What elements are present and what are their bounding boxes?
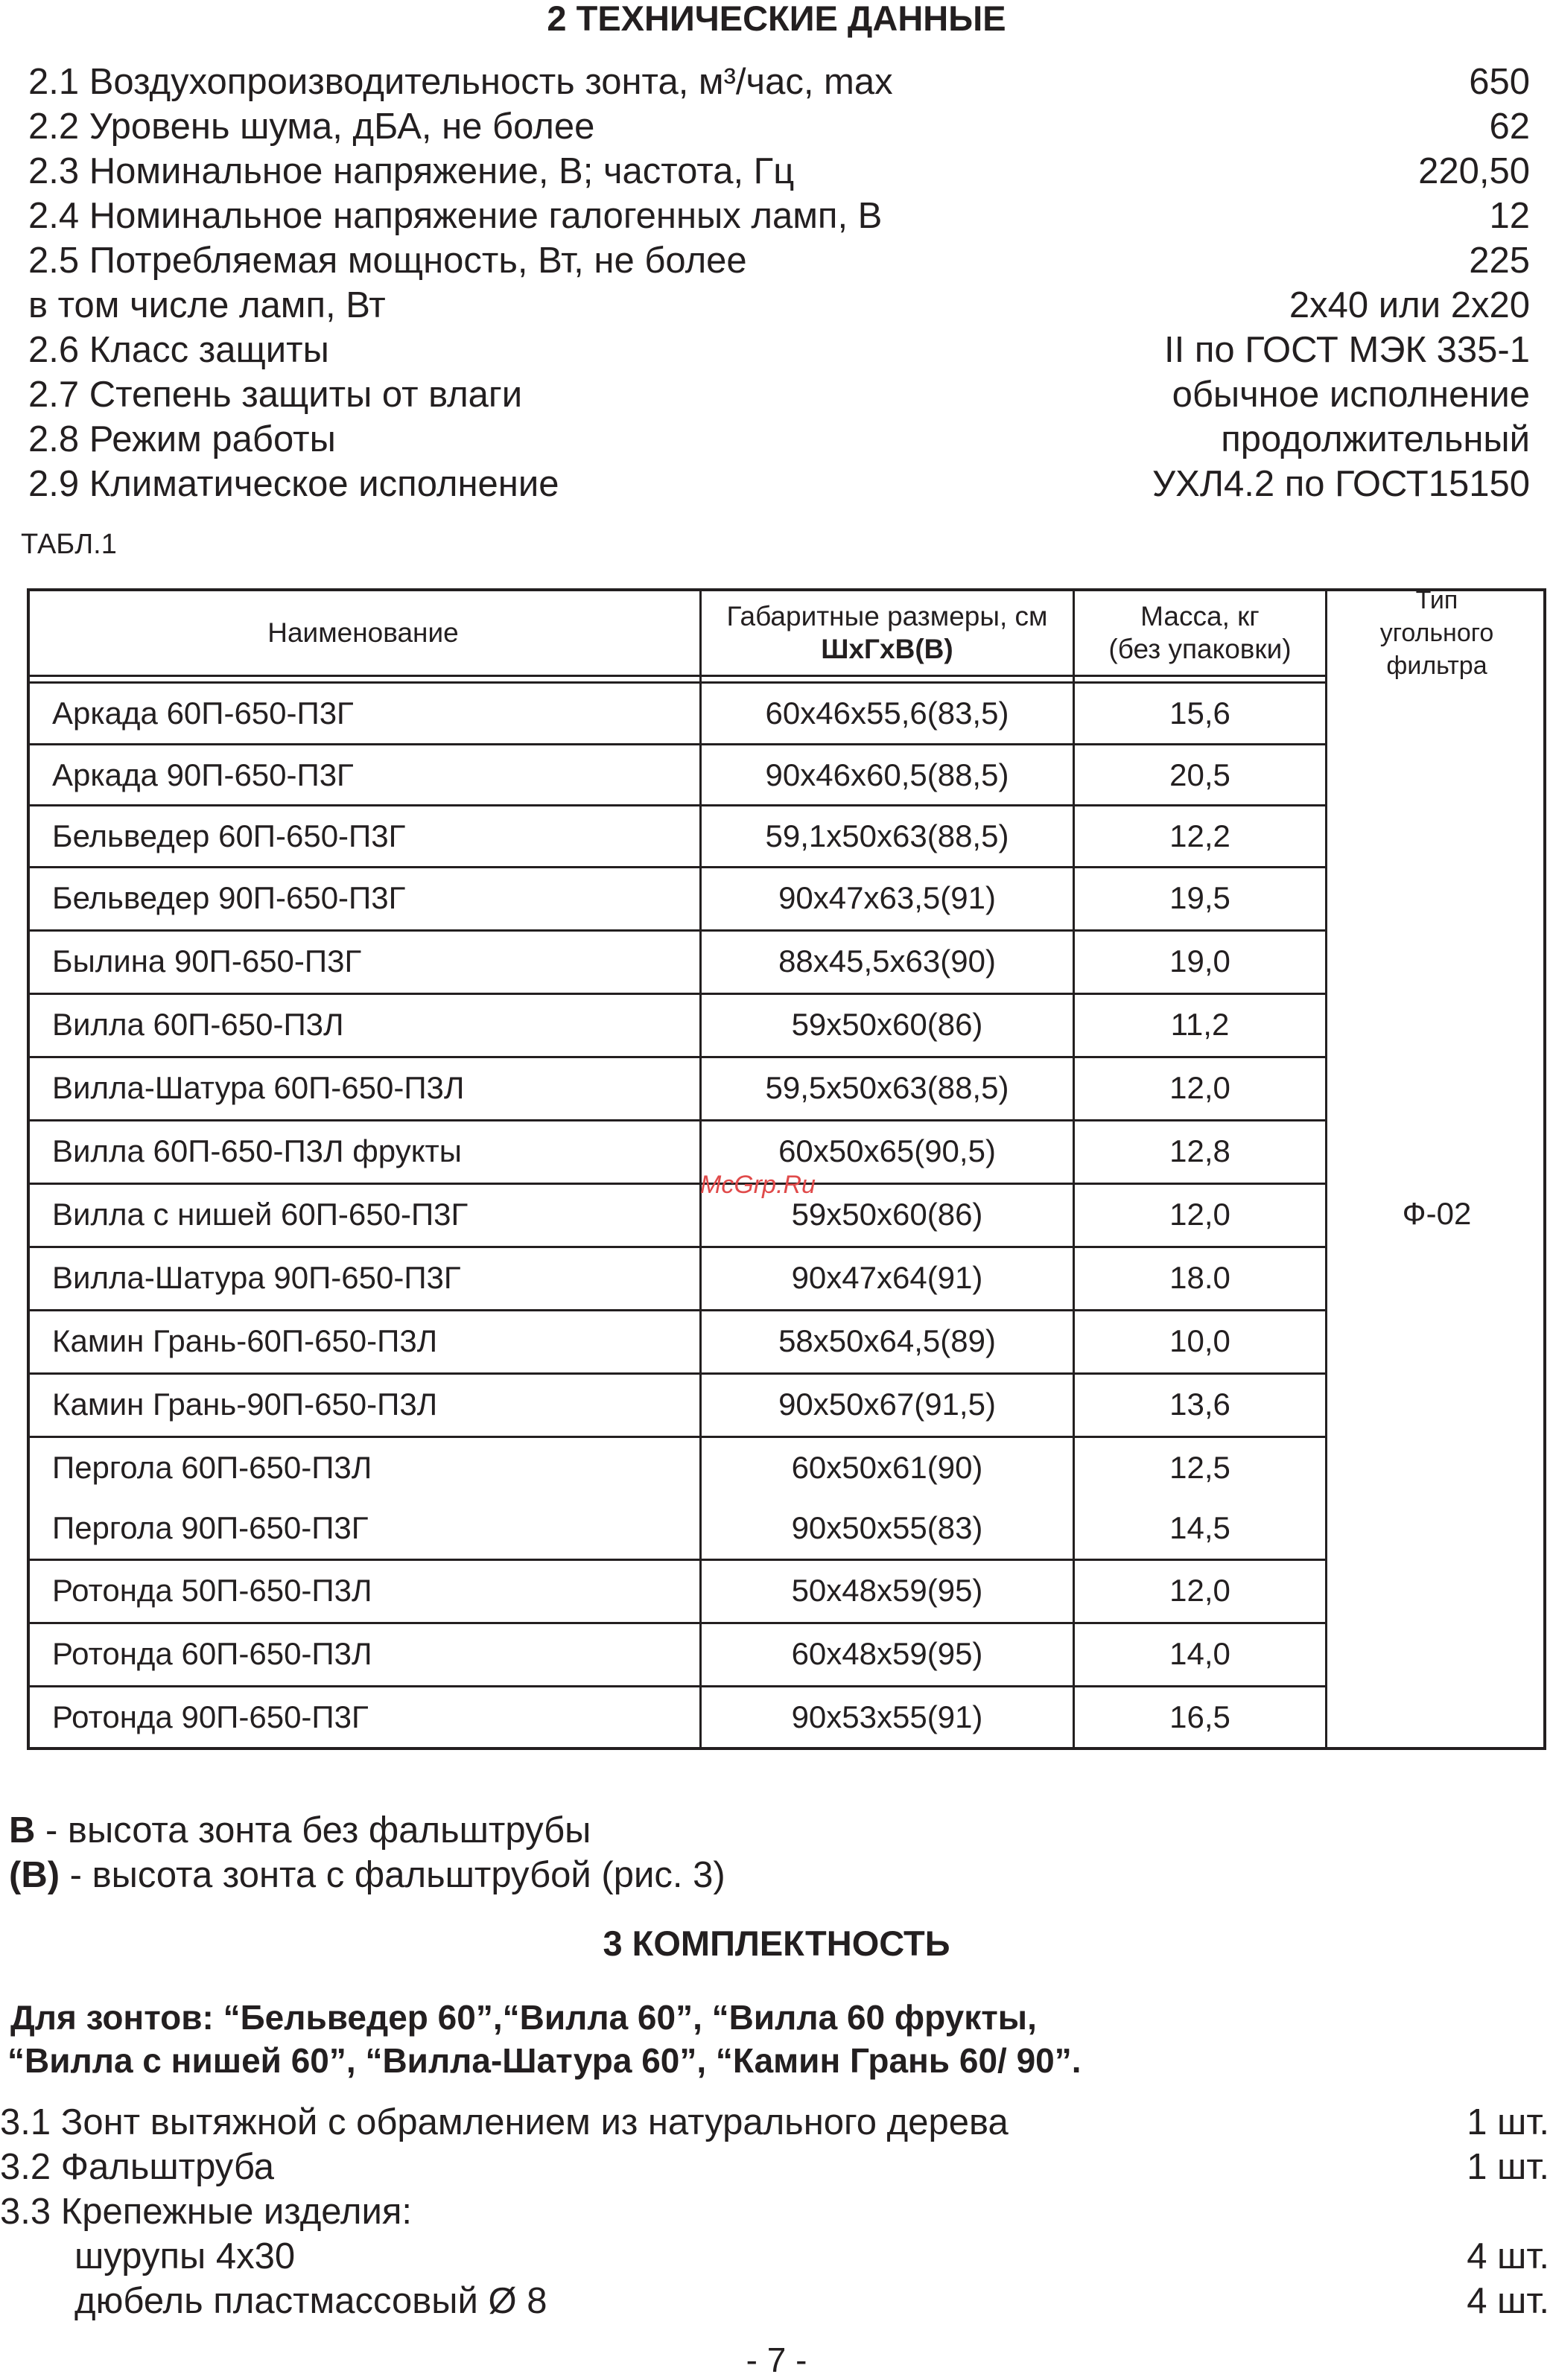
row-name: Вилла-Шатура 90П-650-П3Г [52,1260,461,1295]
kit-item-label: 3.1 Зонт вытяжной с обрамлением из натурального дерева [0,2102,1009,2142]
row-mass: 16,5 [1169,1699,1230,1734]
table-header-divider [27,675,1327,677]
watermark: McGrp.Ru [700,1171,816,1199]
kit-item [0,2145,1549,2189]
kit-item-qty: 4 шт. [1467,2281,1549,2321]
row-dims: 90х50х67(91,5) [778,1387,996,1422]
spec-label: 2.2 Уровень шума, дБА, не более [28,106,595,147]
row-dims: 60х46х55,6(83,5) [765,696,1009,731]
header-filter-line2: угольного фильтра [1379,619,1494,680]
note-height-with-pipe [9,1854,725,1896]
row-dims: 59х50х60(86) [791,1007,983,1042]
header-name [27,591,699,675]
spec-row [28,328,1530,372]
row-mass: 12,0 [1169,1070,1230,1105]
row-mass: 10,0 [1169,1323,1230,1358]
spec-row [28,194,1530,238]
spec-table [27,588,1546,1750]
kit-item-label: 3.3 Крепежные изделия: [0,2192,413,2232]
note-text: - высота зонта с фальштрубой (рис. 3) [60,1855,725,1895]
spec-label: в том числе ламп, Вт [28,285,386,325]
header-mass [1075,591,1325,675]
row-name: Камин Грань-60П-650-П3Л [52,1323,438,1358]
row-name: Камин Грань-90П-650-П3Л [52,1387,438,1422]
kit-subtitle-line1: Для зонтов: “Бельведер 60”,“Вилла 60”, “Вилла 60 фрукты, [10,1998,1037,2037]
spec-label: 2.4 Номинальное напряжение галогенных ламп, В [28,196,883,236]
row-mass: 11,2 [1170,1007,1230,1042]
spec-value: 650 [1469,62,1530,102]
kit-subtitle-line2: “Вилла с нишей 60”, “Вилла-Шатура 60”, “Камин Грань 60/ 90”. [7,2041,1082,2080]
kit-item-qty: 4 шт. [1467,2236,1549,2276]
row-name: Вилла 60П-650-П3Л фрукты [52,1133,462,1168]
spec-row [28,104,1530,149]
row-mass: 13,6 [1169,1387,1230,1422]
note-symbol: (В) [9,1855,60,1895]
row-dims: 59,1х50х63(88,5) [765,818,1009,853]
row-dims: 59х50х60(86) [791,1197,983,1232]
spec-value: 220,50 [1418,151,1530,191]
row-mass: 19,0 [1169,944,1230,979]
row-name: Вилла-Шатура 60П-650-П3Л [52,1070,465,1105]
row-mass: 12,2 [1169,818,1230,853]
spec-value: 12 [1489,196,1530,236]
section-3-title: 3 КОМПЛЕКТНОСТЬ [603,1924,950,1963]
row-name: Ротонда 90П-650-П3Г [52,1699,369,1734]
spec-label: 2.1 Воздухопроизводительность зонта, м³/час, max [28,62,893,102]
kit-item [74,2234,1549,2279]
spec-label: 2.8 Режим работы [28,419,336,459]
spec-value: продолжительный [1221,419,1530,459]
spec-value: 225 [1469,241,1530,281]
header-dims-line1: Габаритные размеры, см [726,601,1048,631]
note-text: - высота зонта без фальштрубы [35,1810,591,1851]
kit-item [0,2100,1549,2145]
header-filter-line1: Тип [1415,586,1458,614]
row-mass: 14,0 [1169,1636,1230,1671]
spec-row [28,372,1530,417]
header-name-text: Наименование [267,617,459,648]
row-name: Аркада 60П-650-П3Г [52,696,354,731]
page-number: - 7 - [746,2341,807,2379]
row-name: Пергола 60П-650-П3Л [52,1450,372,1485]
section-2-title: 2 ТЕХНИЧЕСКИЕ ДАННЫЕ [547,0,1006,38]
row-dims: 90х46х60,5(88,5) [765,757,1009,792]
spec-label: 2.7 Степень защиты от влаги [28,375,523,415]
kit-item [0,2189,1549,2234]
row-name: Аркада 90П-650-П3Г [52,757,354,792]
filter-type-cell: Ф-02 [1402,1196,1472,1231]
row-dims: 90х50х55(83) [791,1510,983,1545]
row-name: Вилла 60П-650-П3Л [52,1007,344,1042]
row-dims: 60х48х59(95) [791,1636,983,1671]
row-dims: 90х47х63,5(91) [778,880,996,915]
kit-item [74,2279,1549,2323]
spec-value: 2х40 или 2х20 [1289,285,1530,325]
row-mass: 12,8 [1169,1133,1230,1168]
row-dims: 88х45,5х63(90) [778,944,996,979]
note-height-without-pipe [9,1810,591,1851]
row-name: Пергола 90П-650-П3Г [52,1510,369,1545]
row-name: Ротонда 50П-650-П3Л [52,1573,372,1608]
header-filter [1327,586,1546,680]
row-mass: 15,6 [1169,696,1230,731]
spec-value: II по ГОСТ МЭК 335-1 [1164,330,1530,370]
spec-row [28,417,1530,462]
header-mass-line2: (без упаковки) [1108,634,1292,664]
row-name: Ротонда 60П-650-П3Л [52,1636,372,1671]
spec-value: УХЛ4.2 по ГОСТ15150 [1152,464,1530,504]
row-name: Бельведер 90П-650-П3Г [52,880,406,915]
row-dims: 90х53х55(91) [791,1699,983,1734]
spec-label: 2.3 Номинальное напряжение, В; частота, Гц [28,151,795,191]
header-dims-line2: ШхГхВ(В) [821,634,953,664]
spec-row [28,238,1530,283]
row-mass: 12,0 [1169,1197,1230,1232]
row-mass: 18.0 [1169,1260,1230,1295]
spec-row [28,149,1530,194]
row-mass: 12,5 [1169,1450,1230,1485]
row-dims: 50х48х59(95) [791,1573,983,1608]
header-mass-line1: Масса, кг [1140,601,1260,631]
spec-label: 2.6 Класс защиты [28,330,329,370]
kit-item-qty: 1 шт. [1467,2147,1549,2187]
row-dims: 60х50х61(90) [791,1450,983,1485]
kit-item-label: дюбель пластмассовый Ø 8 [74,2281,547,2321]
spec-label: 2.5 Потребляемая мощность, Вт, не более [28,241,747,281]
row-name: Былина 90П-650-П3Г [52,944,362,979]
row-dims: 58х50х64,5(89) [778,1323,996,1358]
kit-item-label: 3.2 Фальштруба [0,2147,275,2187]
kit-item-label: шурупы 4х30 [74,2236,296,2276]
spec-row [28,60,1530,104]
kit-item-qty: 1 шт. [1467,2102,1549,2142]
row-dims: 60х50х65(90,5) [778,1133,996,1168]
row-name: Вилла с нишей 60П-650-П3Г [52,1197,469,1232]
row-dims: 90х47х64(91) [791,1260,983,1295]
row-mass: 20,5 [1169,757,1230,792]
table-label: ТАБЛ.1 [21,529,117,560]
row-mass: 19,5 [1169,880,1230,915]
row-dims: 59,5х50х63(88,5) [765,1070,1009,1105]
spec-value: 62 [1489,106,1530,147]
row-mass: 12,0 [1169,1573,1230,1608]
row-mass: 14,5 [1169,1510,1230,1545]
spec-value: обычное исполнение [1172,375,1530,415]
spec-row [28,283,1530,328]
note-symbol: В [9,1810,36,1851]
spec-label: 2.9 Климатическое исполнение [28,464,559,504]
row-name: Бельведер 60П-650-П3Г [52,818,406,853]
spec-row [28,462,1530,506]
header-dims [702,591,1073,675]
